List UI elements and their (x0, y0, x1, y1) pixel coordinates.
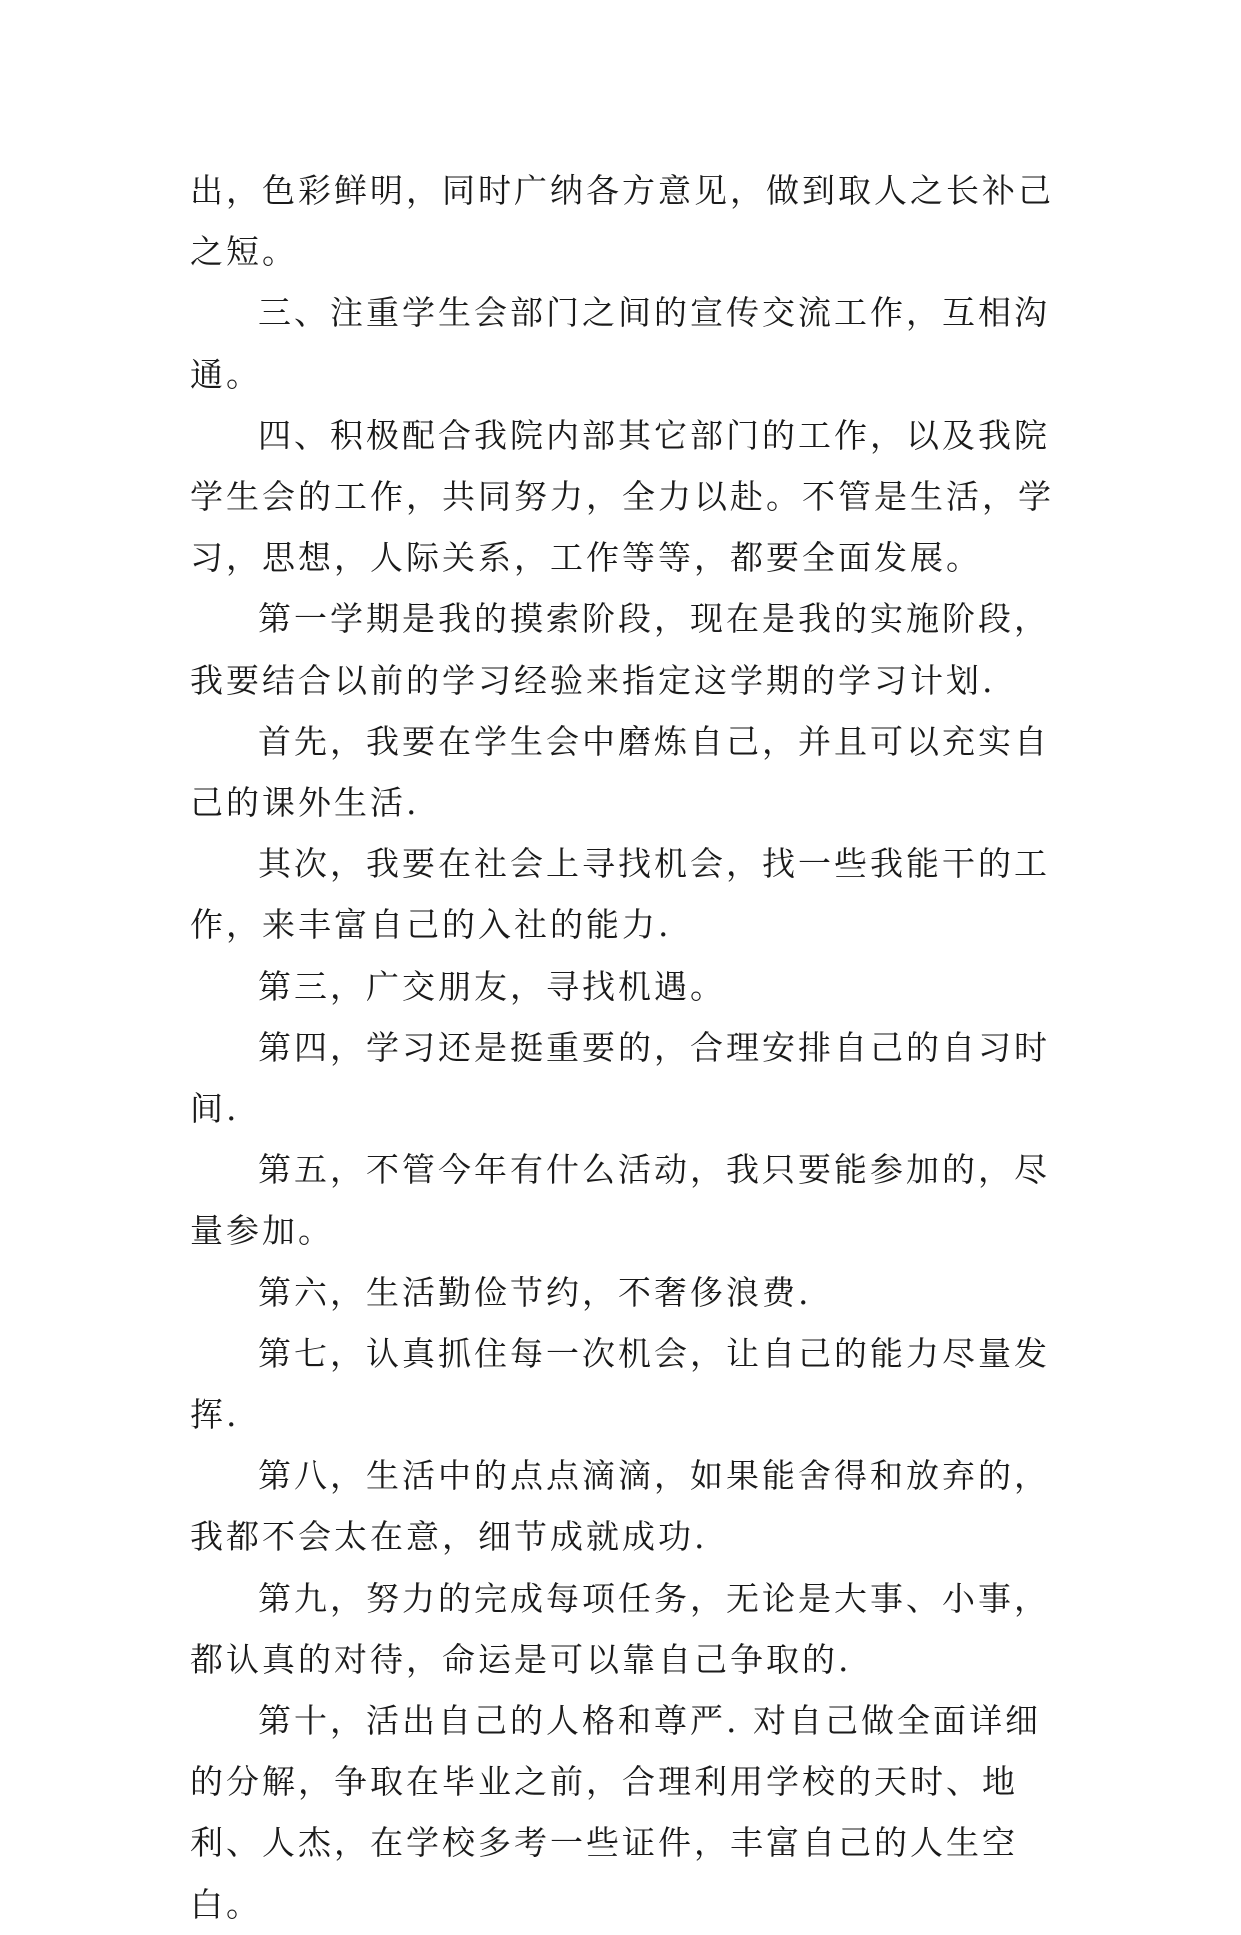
paragraph-first: 首先，我要在学生会中磨炼自己，并且可以充实自己的课外生活. (190, 721, 1050, 823)
paragraph-first-semester: 第一学期是我的摸索阶段，现在是我的实施阶段，我要结合以前的学习经验来指定这学期的学习计划. (190, 599, 1050, 700)
paragraph-item-3: 三、注重学生会部门之间的宣传交流工作，互相沟通。 (190, 293, 1050, 394)
paragraph-continuation: 出，色彩鲜明，同时广纳各方意见，做到取人之长补己之短。 (190, 171, 1054, 272)
paragraph-tenth: 第十，活出自己的人格和尊严. 对自己做全面详细的分解，争取在毕业之前，合理利用学校的天时、地利、人杰，在学校多考一些证件，丰富自己的人生空白。 (190, 1701, 1041, 1924)
paragraph-sixth: 第六，生活勤俭节约，不奢侈浪费. (258, 1272, 812, 1312)
paragraph-ninth: 第九，努力的完成每项任务，无论是大事、小事，都认真的对待，命运是可以靠自己争取的. (190, 1578, 1050, 1679)
paragraph-item-4: 四、积极配合我院内部其它部门的工作，以及我院学生会的工作，共同努力，全力以赴。不管是生活，学习，思想，人际关系，工作等等，都要全面发展。 (190, 415, 1054, 578)
document-body (190, 160, 1070, 1935)
paragraph-second: 其次，我要在社会上寻找机会，找一些我能干的工作，来丰富自己的入社的能力. (190, 844, 1050, 945)
paragraph-seventh: 第七，认真抓住每一次机会，让自己的能力尽量发挥. (190, 1333, 1050, 1435)
paragraph-eighth: 第八，生活中的点点滴滴，如果能舍得和放弃的，我都不会太在意，细节成就成功. (190, 1456, 1050, 1557)
paragraph-fifth: 第五，不管今年有什么活动，我只要能参加的，尽量参加。 (190, 1150, 1050, 1251)
paragraph-third: 第三，广交朋友，寻找机遇。 (258, 966, 726, 1006)
paragraph-fourth: 第四，学习还是挺重要的，合理安排自己的自习时间. (190, 1027, 1050, 1129)
